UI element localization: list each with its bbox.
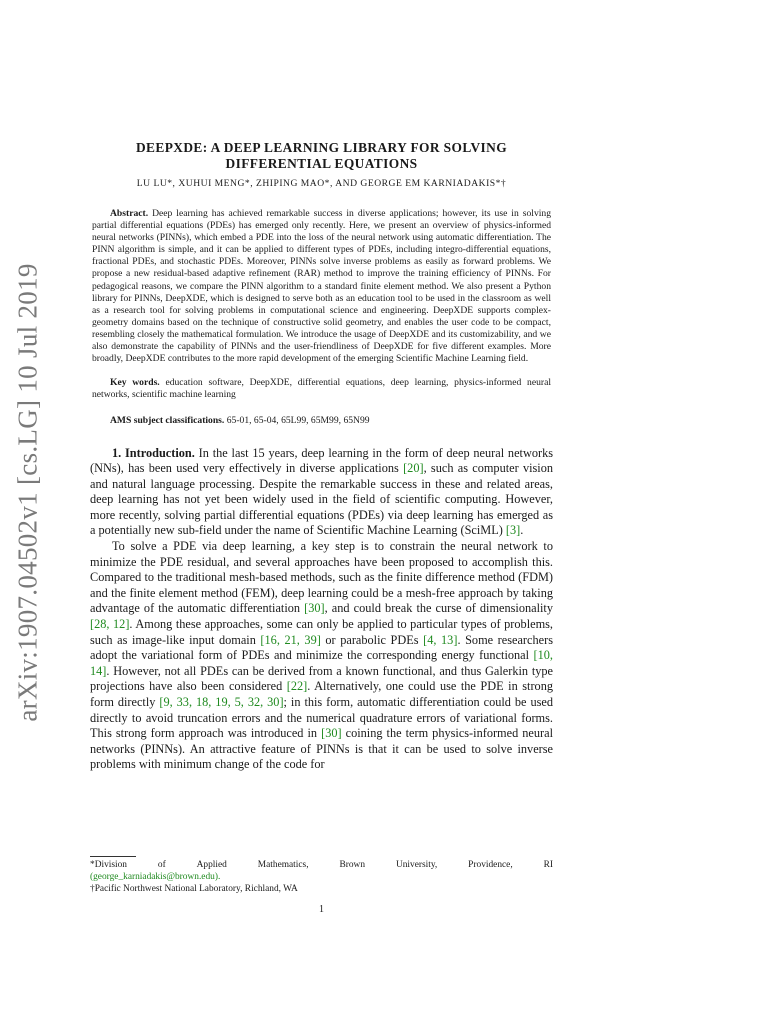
- footnotes: [90, 860, 553, 895]
- citation-link[interactable]: [16, 21, 39]: [260, 632, 321, 647]
- ams-label: AMS subject classifications.: [110, 415, 225, 427]
- citation-link[interactable]: [9, 33, 18, 19, 5, 32, 30]: [159, 695, 284, 709]
- introduction-section: [90, 446, 553, 773]
- citation-link[interactable]: [30]: [304, 601, 325, 616]
- intro-paragraph-1: 1. Introduction. In the last 15 years, deep learning in the form of deep neural networks (NNs), has been used very effectively in diverse applications [20], such as computer vision and natural language processing. Despite the remarkable success in these and related areas, deep learning has not yet been widely used in the field of scientific computing. However, more recently, solving partial differential equations (PDEs) via deep learning has emerged as a potentially new sub-field under the name of Scientific Machine Learning (SciML) [3].: [90, 445, 554, 538]
- abstract-label: Abstract.: [110, 208, 149, 219]
- abstract: [90, 208, 553, 365]
- title-line-2: DIFFERENTIAL EQUATIONS: [225, 156, 418, 171]
- keywords-label: Key words.: [110, 377, 160, 389]
- abstract-text: Deep learning has achieved remarkable success in diverse applications; however, its use in solving partial differential equations (PDEs) has emerged only recently. Here, we present an overview of physics-informed neural networks (PINNs), which embed a PDE into the loss of the neural network using automatic differentiation. The PINN algorithm is simple, and it can be applied to different types of PDEs, including integro-differential equations, fractional PDEs, and stochastic PDEs. Moreover, PINNs solve inverse problems as easily as forward problems. We propose a new residual-based adaptive refinement (RAR) method to improve the training efficiency of PINNs. For pedagogical reasons, we compare the PINN algorithm to a standard finite element method. We also present a Python library for PINNs, DeepXDE, which is designed to serve both as an education tool to be used in the classroom as well as a research tool for solving problems in computational science and engineering. DeepXDE supports complex-geometry domains based on the technique of constructive solid geometry, and enables the user code to be compact, resembling closely the mathematical formulation. We introduce the usage of DeepXDE and its customizability, and we also demonstrate the capability of PINNs and the user-friendliness of DeepXDE for five different examples. More broadly, DeepXDE contributes to the more rapid development of the emerging Scientific Machine Learning field.: [92, 208, 551, 365]
- main-column: [90, 140, 553, 773]
- citation-link[interactable]: [22]: [286, 679, 308, 694]
- title-line-1: DEEPXDE: A DEEP LEARNING LIBRARY FOR SOLVING: [135, 140, 508, 155]
- citation-link[interactable]: [3]: [505, 523, 521, 538]
- citation-link[interactable]: [28, 12]: [90, 617, 130, 632]
- citation-link[interactable]: [10, 14]: [90, 648, 553, 678]
- page-number: 1: [319, 904, 324, 915]
- email-link[interactable]: (george_karniadakis@brown.edu).: [90, 871, 221, 882]
- section-heading: 1. Introduction.: [112, 445, 195, 460]
- citation-link[interactable]: [4, 13]: [423, 632, 458, 647]
- arxiv-identifier-stamp: [12, 262, 43, 722]
- footnote-affiliation-2: †Pacific Northwest National Laboratory, Richland, WA: [90, 883, 298, 894]
- ams-classifications: [90, 415, 553, 427]
- keywords-text: education software, DeepXDE, differential equations, deep learning, physics-informed neural networks, scientific machine learning: [92, 377, 551, 401]
- intro-paragraph-2: To solve a PDE via deep learning, a key step is to constrain the neural network to minimize the PDE residual, and several approaches have been proposed to accomplish this. Compared to the traditional mesh-based methods, such as the finite difference method (FDM) and the finite element method (FEM), deep learning could be a mesh-free approach by taking advantage of the automatic differentiation [30], and could break the curse of dimensionality [28, 12]. Among these approaches, some can only be applied to particular types of problems, such as image-like input domain [16, 21, 39] or parabolic PDEs [4, 13]. Some researchers adopt the variational form of PDEs and minimize the corresponding energy functional [10, 14]. However, not all PDEs can be derived from a known functional, and thus Galerkin type projections have also been considered [22]. Alternatively, one could use the PDE in strong form directly [9, 33, 18, 19, 5, 32, 30]; in this form, automatic differentiation could be used directly to avoid truncation errors and the numerical quadrature errors of variational forms. This strong form approach was introduced in [30] coining the term physics-informed neural networks (PINNs). An attractive feature of PINNs is that it can be used to solve inverse problems with minimum change of the code for: [90, 539, 554, 772]
- citation-link[interactable]: [30]: [321, 726, 342, 741]
- citation-link[interactable]: [20]: [403, 461, 424, 476]
- footnote-email: [90, 872, 553, 884]
- footnote-rule: [90, 856, 136, 857]
- keywords: [90, 377, 553, 401]
- author-list: LU LU*, XUHUI MENG*, ZHIPING MAO*, AND GEORGE EM KARNIADAKIS*†: [136, 178, 507, 189]
- footnote-affiliation-1: *Division of Applied Mathematics, Brown University, Providence, RI: [90, 860, 553, 870]
- paper-title: [90, 140, 553, 172]
- ams-text: 65-01, 65-04, 65L99, 65M99, 65N99: [226, 415, 370, 427]
- arxiv-identifier-text: arXiv:1907.04502v1 [cs.LG] 10 Jul 2019: [12, 262, 43, 722]
